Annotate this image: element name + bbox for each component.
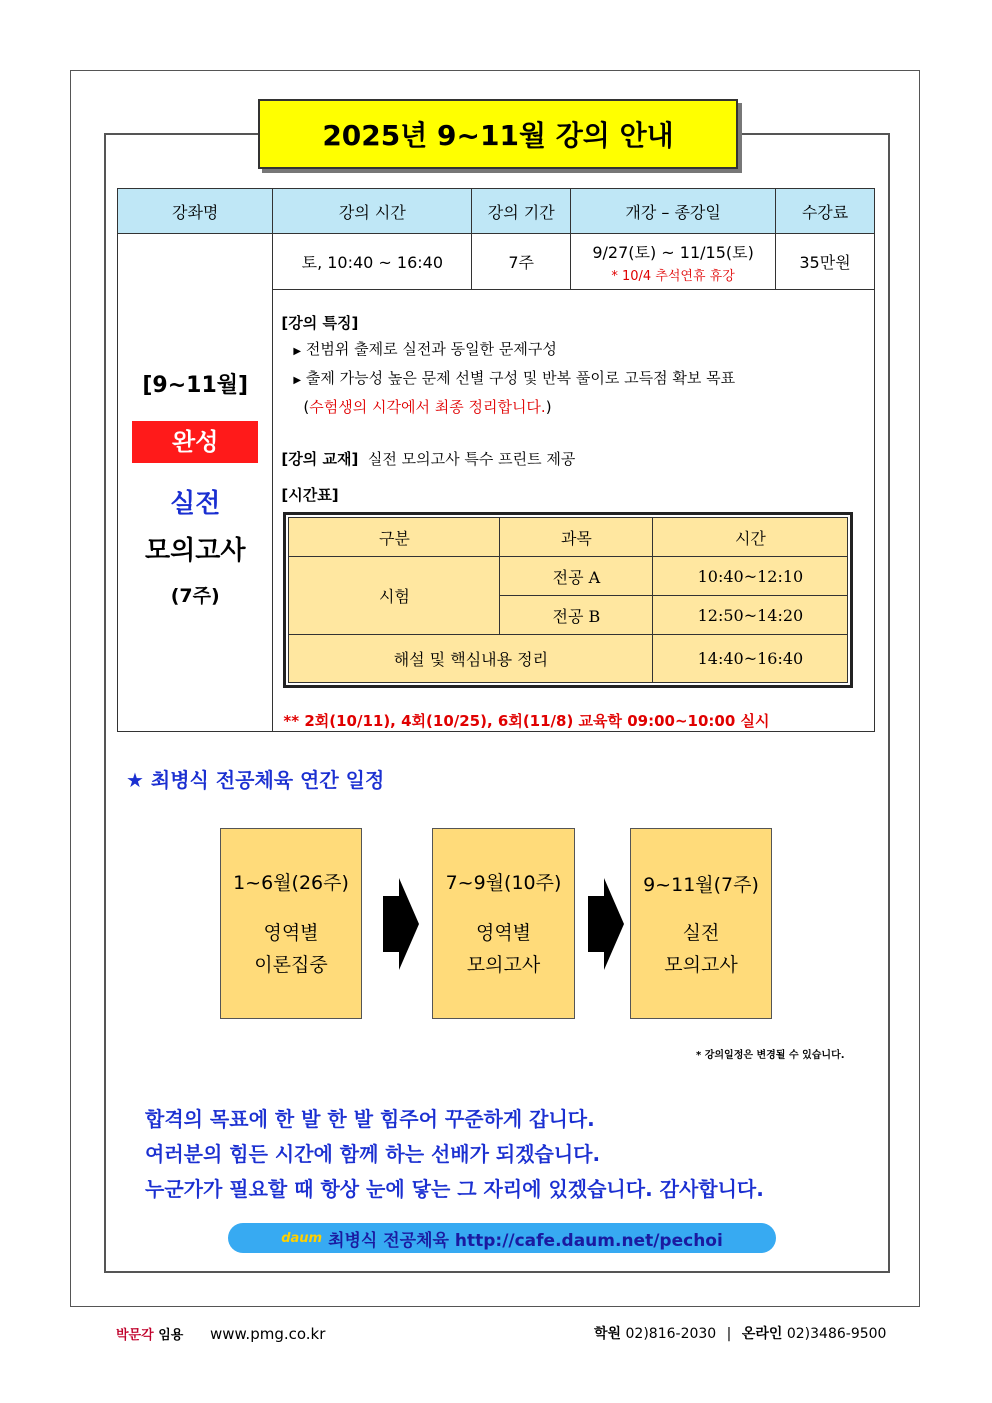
timetable-header-time: 시간 bbox=[653, 518, 848, 557]
feature-note-open: ( bbox=[303, 398, 310, 416]
annual-heading: ★ 최병식 전공체육 연간 일정 bbox=[126, 768, 385, 792]
timetable-header-subject: 과목 bbox=[500, 518, 653, 557]
material-line bbox=[281, 446, 874, 472]
lecture-period-cell: 7주 bbox=[472, 234, 571, 290]
material-text: 실전 모의고사 특수 프린트 제공 bbox=[367, 450, 576, 468]
course-weeks: (7주) bbox=[170, 584, 220, 607]
schedule-box-2 bbox=[432, 828, 575, 1019]
schedule-box-1-line2: 이론집중 bbox=[254, 954, 328, 976]
footer-contacts bbox=[594, 1323, 886, 1343]
course-details-cell bbox=[273, 290, 875, 732]
feature-bullet-1 bbox=[281, 336, 874, 365]
timetable-review-time: 14:40~16:40 bbox=[653, 635, 848, 683]
timetable-header-category: 구분 bbox=[289, 518, 500, 557]
dates-cell bbox=[571, 234, 776, 290]
cafe-link-text[interactable]: 최병식 전공체육 http://cafe.daum.net/pechoi bbox=[328, 1230, 723, 1251]
header-fee: 수강료 bbox=[776, 189, 875, 234]
header-dates: 개강 – 종강일 bbox=[571, 189, 776, 234]
features-heading: [강의 특징] bbox=[281, 314, 359, 332]
timetable-time: 10:40~12:10 bbox=[653, 557, 848, 596]
timetable-subject: 전공 B bbox=[500, 596, 653, 635]
footer-divider: | bbox=[726, 1326, 732, 1342]
footer-site[interactable]: www.pmg.co.kr bbox=[210, 1325, 326, 1343]
daum-logo: daum bbox=[281, 1230, 323, 1246]
schedule-box-2-line2: 모의고사 bbox=[466, 954, 541, 976]
lecture-time-cell: 토, 10:40 ~ 16:40 bbox=[273, 234, 472, 290]
feature-bullet-2-text: 출제 가능성 높은 문제 선별 구성 및 반복 풀이로 고득점 확보 목표 bbox=[305, 369, 736, 387]
timetable-exam-label: 시험 bbox=[289, 557, 500, 635]
course-name-line1: 실전 bbox=[170, 488, 221, 519]
schedule-disclaimer: * 강의일정은 변경될 수 있습니다. bbox=[696, 1050, 845, 1061]
closing-messages bbox=[145, 1102, 764, 1207]
arrow-right-icon bbox=[383, 878, 419, 970]
course-name-cell bbox=[118, 234, 273, 732]
course-table bbox=[117, 188, 875, 732]
brand-name: 박문각 bbox=[116, 1328, 154, 1343]
footer-brand bbox=[116, 1324, 183, 1343]
closing-message-2: 여러분의 힘든 시간에 함께 하는 선배가 되겠습니다. bbox=[145, 1142, 601, 1166]
timetable-review-label: 해설 및 핵심내용 정리 bbox=[289, 635, 653, 683]
academy-label: 학원 bbox=[594, 1326, 622, 1342]
brand-sub: 임용 bbox=[158, 1328, 184, 1343]
cafe-link-bar[interactable] bbox=[228, 1223, 776, 1253]
feature-note bbox=[281, 394, 874, 420]
fee-cell: 35만원 bbox=[776, 234, 875, 290]
header-lecture-period: 강의 기간 bbox=[472, 189, 571, 234]
feature-bullet-1-text: 전범위 출제로 실전과 동일한 문제구성 bbox=[305, 340, 557, 358]
arrow-right-icon bbox=[588, 878, 624, 970]
course-name-line2: 모의고사 bbox=[144, 535, 246, 566]
material-label: [강의 교재] bbox=[281, 450, 359, 468]
timetable-time: 12:50~14:20 bbox=[653, 596, 848, 635]
feature-bullet-2 bbox=[281, 365, 874, 394]
bullet-triangle-icon: ▶ bbox=[293, 346, 302, 357]
schedule-box-1-line1: 영역별 bbox=[263, 922, 319, 944]
feature-note-close: ) bbox=[545, 398, 552, 416]
header-lecture-time: 강의 시간 bbox=[273, 189, 472, 234]
timetable bbox=[288, 517, 848, 683]
edu-note: ** 2회(10/11), 4회(10/25), 6회(11/8) 교육학 09:00~10:00 실시 bbox=[283, 712, 770, 730]
schedule-box-3-period: 9~11월(7주) bbox=[643, 874, 759, 896]
schedule-box-1-period: 1~6월(26주) bbox=[233, 872, 349, 894]
schedule-box-2-line1: 영역별 bbox=[475, 922, 532, 944]
closing-message-3: 누군가가 필요할 때 항상 눈에 닿는 그 자리에 있겠습니다. 감사합니다. bbox=[145, 1177, 764, 1201]
course-months: [9~11월] bbox=[142, 372, 249, 398]
dates-value: 9/27(토) ~ 11/15(토) bbox=[592, 242, 754, 262]
schedule-box-2-period: 7~9월(10주) bbox=[445, 872, 562, 894]
timetable-frame bbox=[283, 512, 853, 688]
online-label: 온라인 bbox=[741, 1326, 783, 1342]
online-phone: 02)3486-9500 bbox=[786, 1326, 887, 1342]
header-course-name: 강좌명 bbox=[118, 189, 273, 234]
schedule-box-1 bbox=[220, 828, 362, 1019]
page-title: 2025년 9~11월 강의 안내 bbox=[258, 99, 738, 169]
schedule-box-3-line1: 실전 bbox=[682, 922, 720, 944]
timetable-label: [시간표] bbox=[281, 486, 339, 504]
academy-phone: 02)816-2030 bbox=[625, 1326, 717, 1342]
course-badge: 완성 bbox=[132, 421, 258, 463]
dates-note: * 10/4 추석연휴 휴강 bbox=[611, 268, 735, 284]
feature-note-text: 수험생의 시각에서 최종 정리합니다. bbox=[309, 398, 546, 416]
schedule-box-3 bbox=[630, 828, 772, 1019]
schedule-box-3-line2: 모의고사 bbox=[664, 954, 738, 976]
closing-message-1: 합격의 목표에 한 발 한 발 힘주어 꾸준하게 갑니다. bbox=[145, 1107, 595, 1131]
bullet-triangle-icon: ▶ bbox=[293, 375, 302, 386]
timetable-subject: 전공 A bbox=[500, 557, 653, 596]
